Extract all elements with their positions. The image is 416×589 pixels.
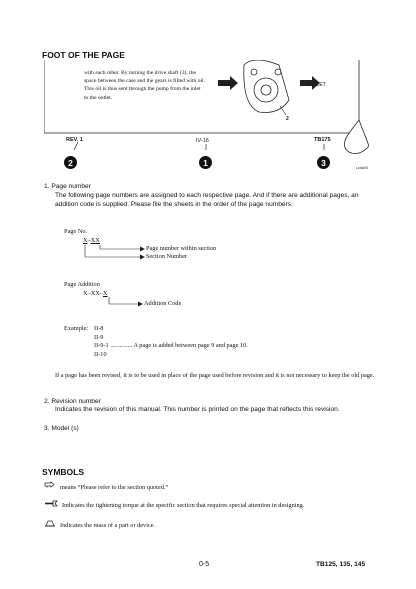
- example-item: II-9-1 .............. A page is added between page 9 and page 10.: [94, 342, 248, 350]
- outlet-label: OUTLET: [306, 82, 326, 88]
- item-page-number-heading: 1. Page number: [44, 183, 91, 190]
- figure-code: Lz4cl00: [356, 166, 369, 170]
- weight-icon: [44, 519, 56, 527]
- code-page-part: XX: [90, 237, 100, 244]
- code-section-part: X: [83, 237, 88, 244]
- page-addition-leader: [100, 296, 150, 310]
- item-revision-text: Indicates the revision of this manual. This number is printed on the page that reflects this revision.: [55, 406, 340, 413]
- annot-section-number: Section Number: [146, 253, 188, 260]
- page-no-leaders: [80, 243, 150, 267]
- figure-rev-label: REV. 1: [66, 137, 83, 143]
- excerpt-line: with each other. By turning the drive shaft (3), the: [84, 70, 197, 76]
- annot-page-within-section: Page number within section: [146, 245, 217, 252]
- code-separator: –: [87, 237, 91, 244]
- marker-3: 3: [317, 156, 330, 169]
- item-revision-heading: 2. Revision number: [44, 398, 101, 405]
- item-page-number-text: The following page numbers are assigned to each respective page. And if there are additional pages, an addition code is supplied. Please file the sheets in the order of the page numbers.: [55, 192, 359, 209]
- footer-models: TB125, 135, 145: [316, 561, 366, 568]
- wrench-icon: [44, 500, 58, 507]
- excerpt-line: This oil is thus sent through the pump from the inlet: [84, 86, 201, 93]
- revised-page-note: If a page has been revised, it is to be used in place of the page used before revision and it is not necessary to keep the old page.: [55, 372, 375, 379]
- symbol-row: [44, 514, 384, 532]
- example-item: II-9: [94, 333, 104, 341]
- example-label: Example:: [64, 325, 89, 332]
- excerpt-line: space between the case and the gears is filled with oil.: [84, 78, 205, 85]
- marker-1: 1: [199, 156, 212, 169]
- symbol-row: [44, 494, 394, 512]
- code-base: X–XX–: [83, 290, 103, 297]
- pointing-hand-icon: [44, 481, 56, 489]
- symbol-row: [44, 476, 384, 494]
- symbol-torque-text: Indicates the tightening torque at the specific section that requires special attention in designing.: [62, 502, 305, 509]
- figure-page-label: IV-16: [196, 138, 209, 144]
- sample-page-figure: [44, 60, 369, 175]
- page-no-label: Page No.: [64, 228, 88, 235]
- example-list: [94, 325, 248, 359]
- footer-page-number: 0-5: [199, 561, 210, 568]
- figure-model-label: TB175: [314, 137, 331, 143]
- symbol-mass-text: Indicates the mass of a part or device.: [60, 522, 156, 529]
- symbols-title: SYMBOLS: [42, 467, 85, 477]
- section-title: FOOT OF THE PAGE: [42, 50, 125, 60]
- marker-2: 2: [64, 156, 77, 169]
- gear-callout: 2: [286, 116, 289, 122]
- code-addition-part: X: [102, 290, 108, 297]
- excerpt-line: to the outlet.: [84, 94, 113, 101]
- annot-addition-code: Addition Code: [144, 300, 182, 307]
- symbol-refer-text: means “Please refer to the section quoted.”: [60, 484, 169, 491]
- example-item: II-10: [94, 350, 107, 358]
- example-item: II-8: [94, 325, 104, 332]
- item-model-heading: 3. Model (s): [44, 425, 79, 432]
- inlet-label: INLET: [220, 82, 235, 88]
- page-addition-label: Page Addition: [64, 281, 100, 288]
